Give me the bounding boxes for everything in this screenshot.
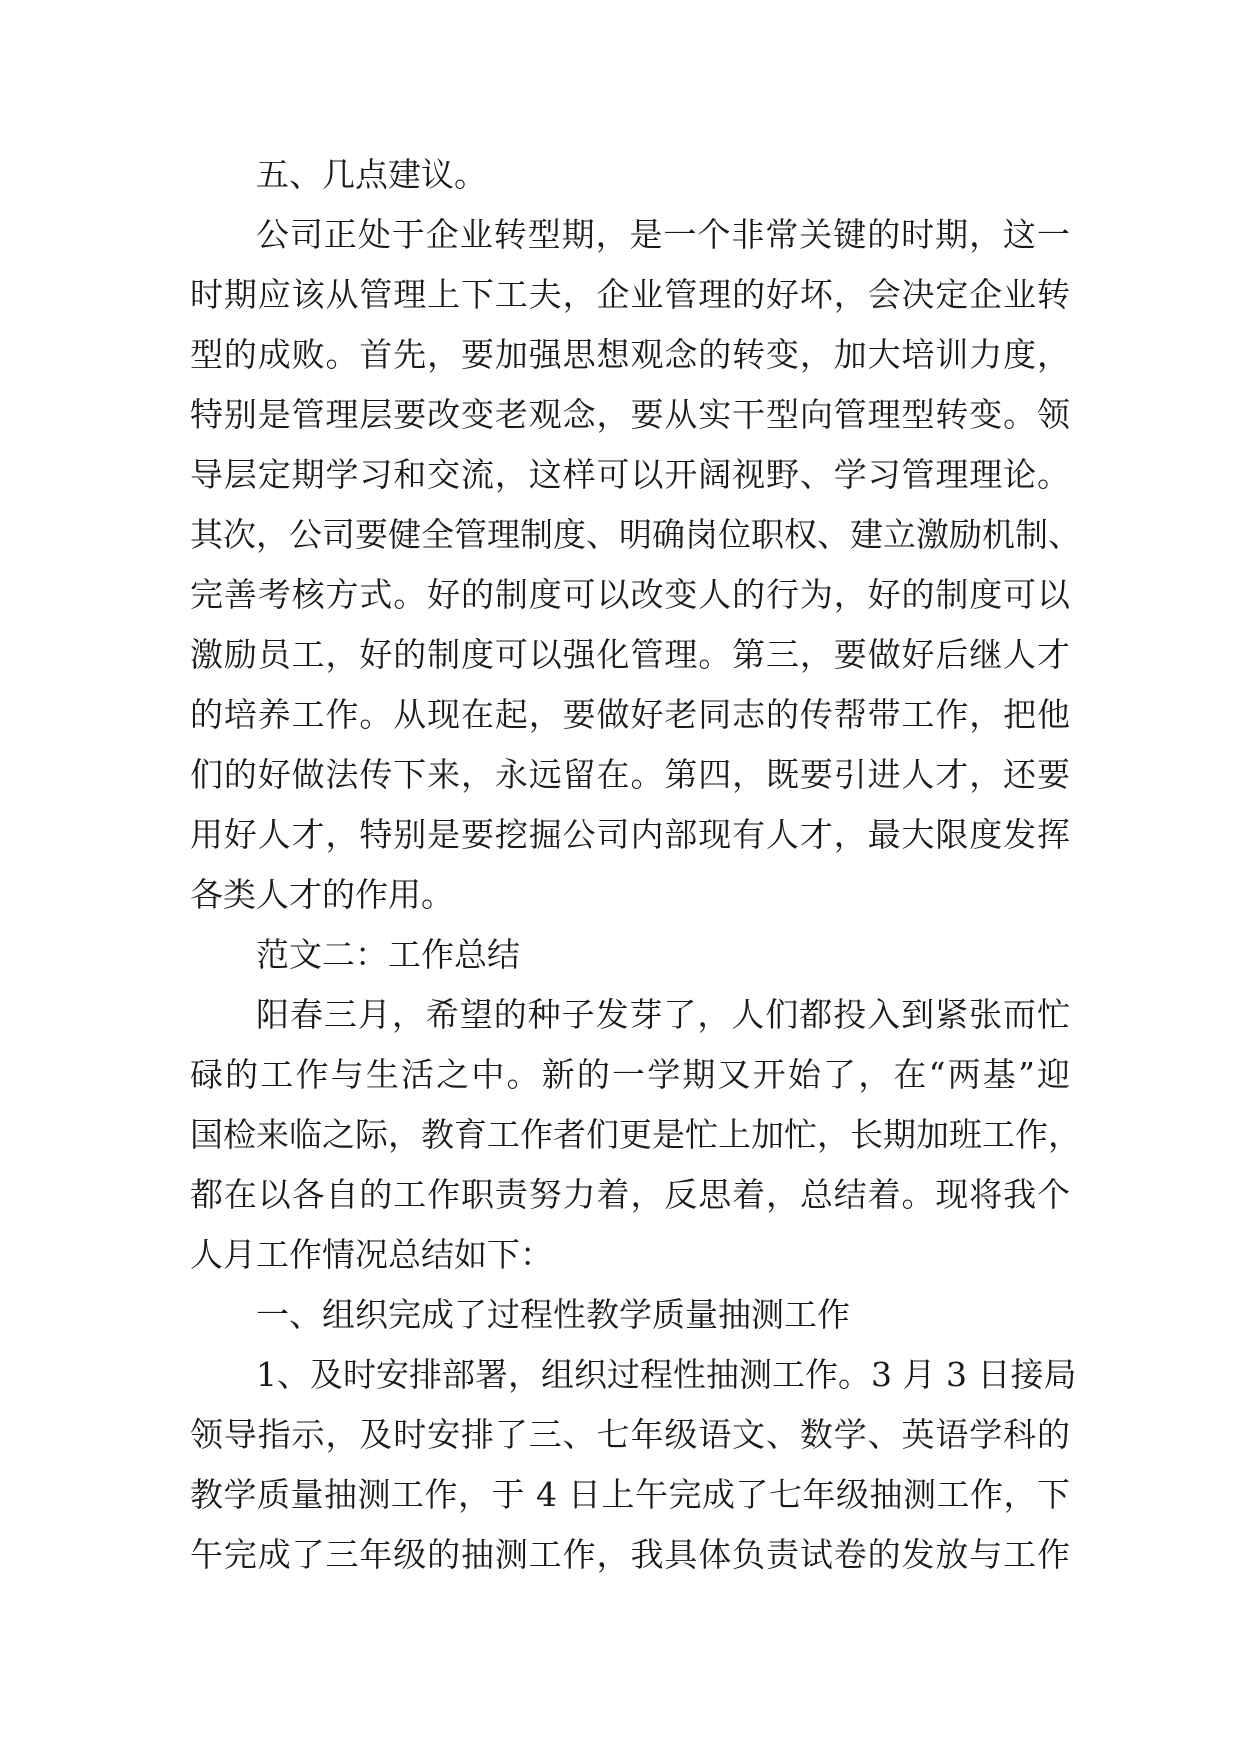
paragraph-intro-body (190, 985, 1081, 1285)
section-heading-quality-test (190, 1285, 1070, 1345)
text-line: 碌的工作与生活之中。新的一学期又开始了，在“两基”迎 (190, 1055, 1070, 1094)
text-line: 阳春三月，希望的种子发芽了，人们都投入到紧张而忙 (256, 995, 1070, 1034)
text-line: 公司正处于企业转型期，是一个非常关键的时期，这一 (256, 215, 1070, 254)
text-line: 各类人才的作用。 (190, 875, 454, 914)
text-line: 特别是管理层要改变老观念，要从实干型向管理型转变。领 (190, 395, 1070, 434)
paragraph-suggestions-body (190, 205, 1081, 925)
text-line: 都在以各自的工作职责努力着，反思着，总结着。现将我个 (190, 1175, 1070, 1214)
text-line: 的培养工作。从现在起，要做好老同志的传帮带工作，把他 (190, 695, 1070, 734)
text-line: 教学质量抽测工作，于 4 日上午完成了七年级抽测工作，下 (190, 1475, 1070, 1514)
text-line: 激励员工，好的制度可以强化管理。第三，要做好后继人才 (190, 635, 1070, 674)
document-page (190, 145, 1081, 1585)
section-heading-suggestions (190, 145, 1070, 205)
text-line: 一、组织完成了过程性教学质量抽测工作 (256, 1295, 850, 1334)
text-line: 午完成了三年级的抽测工作，我具体负责试卷的发放与工作 (190, 1535, 1070, 1574)
text-line: 五、几点建议。 (256, 155, 487, 194)
text-line: 们的好做法传下来，永远留在。第四，既要引进人才，还要 (190, 755, 1070, 794)
text-line: 型的成败。首先，要加强思想观念的转变，加大培训力度， (190, 335, 1070, 374)
text-line: 国检来临之际，教育工作者们更是忙上加忙，长期加班工作， (190, 1115, 1081, 1154)
section-heading-sample-two (190, 925, 1070, 985)
text-line: 范文二：工作总结 (256, 935, 520, 974)
text-line: 人月工作情况总结如下： (190, 1235, 553, 1274)
text-line: 领导指示，及时安排了三、七年级语文、数学、英语学科的 (190, 1415, 1070, 1454)
text-line: 导层定期学习和交流，这样可以开阔视野、学习管理理论。 (190, 455, 1070, 494)
text-line: 1、及时安排部署，组织过程性抽测工作。3 月 3 日接局 (256, 1355, 1077, 1394)
text-line: 其次，公司要健全管理制度、明确岗位职权、建立激励机制、 (190, 515, 1081, 554)
text-line: 时期应该从管理上下工夫，企业管理的好坏，会决定企业转 (190, 275, 1070, 314)
text-line: 完善考核方式。好的制度可以改变人的行为，好的制度可以 (190, 575, 1070, 614)
text-line: 用好人才，特别是要挖掘公司内部现有人才，最大限度发挥 (190, 815, 1070, 854)
paragraph-quality-test-body (190, 1345, 1077, 1585)
